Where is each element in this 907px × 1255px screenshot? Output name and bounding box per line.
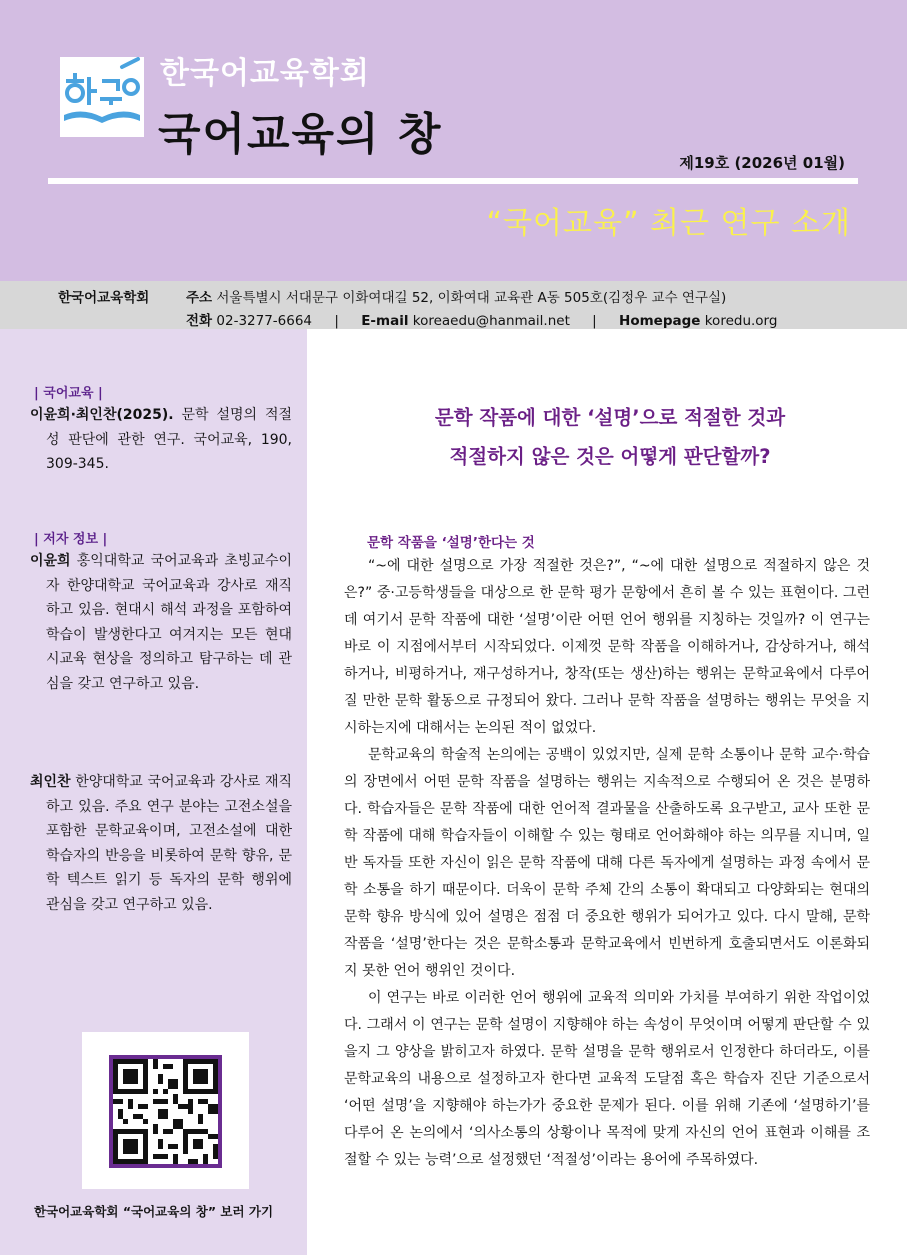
paragraph: 문학교육의 학술적 논의에는 공백이 있었지만, 실제 문학 소통이나 문학 교수·학습의 장면에서 어떤 문학 작품을 설명하는 행위는 지속적으로 수행되어 온 것은 분명하다. 학습자들은 문학 작품에 대한 언어적 결과물을 산출하도록 요구받고, 교사 또한 문학 작품에 대해 학습자들이 이해할 수 있는 형태로 언어화해야 하는 의무를 지니며, 일반 독자들 또한 자신이 읽은 문학 작품에 대해 다른 독자에게 설명하는 과정 속에서 문학 소통을 하기 때문이다. 더욱이 문학 주체 간의 소통이 확대되고 다양화되는 현대의 문학 향유 방식에 있어 설명은 점점 더 중요한 행위가 되어가고 있다. 다시 말해, 문학 작품을 ‘설명’한다는 것은 문학소통과 문학교육에서 빈번하게 호출되면서도 이론화되지 못한 언어 행위인 것이다. — [344, 747, 870, 979]
author-bio-text: 홍익대학교 국어교육과 초빙교수이자 한양대학교 국어교육과 강사로 재직하고 있음. 현대시 해석 과정을 포함하여 학습이 발생한다고 여겨지는 모든 현대시교육 현상을 정의하고 탐구하는 데 관심을 갖고 연구하고 있음. — [46, 553, 292, 692]
citation-text: 문학 설명의 적절성 판단에 관한 연구. 국어교육, 190, 309-345. — [46, 407, 292, 472]
society-name: 한국어교육학회 — [160, 56, 370, 91]
section-heading: 문학 작품을 ‘설명’한다는 것 — [367, 535, 535, 551]
author-bio-text: 한양대학교 국어교육과 강사로 재직하고 있음. 주요 연구 분야는 고전소설을 포함한 문학교육이며, 고전소설에 대한 학습자의 반응을 비롯하여 문학 향유, 문학 텍스트 읽기 등 독자의 문학 행위에 관심을 갖고 연구하고 있음. — [46, 774, 292, 913]
contact-detail-row — [186, 309, 777, 329]
address-value: 서울특별시 서대문구 이화여대길 52, 이화여대 교육관 A동 505호(김정우 교수 연구실) — [216, 290, 727, 306]
article-title-line-2: 적절하지 않은 것은 어떻게 판단할까? — [449, 445, 771, 468]
issue-number: 제19호 (2026년 01월) — [679, 154, 845, 172]
citation — [30, 403, 292, 477]
author-bio-2 — [30, 770, 292, 917]
author-name: 이윤희 — [30, 553, 71, 569]
separator: | — [334, 313, 339, 329]
logo-icon — [60, 57, 144, 137]
qr-card[interactable] — [82, 1032, 249, 1189]
email-label: E-mail — [361, 313, 409, 329]
paragraph: “~에 대한 설명으로 가장 적절한 것은?”, “~에 대한 설명으로 적절하지 않은 것은?” 중·고등학생들을 대상으로 한 문학 평가 문항에서 흔히 볼 수 있는 표현이다. 그런데 여기서 문학 작품에 대한 ‘설명’이란 어떤 언어 행위를 지칭하는 것일까? 이 연구는 바로 이 지점에서부터 시작되었다. 이제껏 문학 작품을 이해하거나, 감상하거나, 해석하거나, 비평하거나, 재구성하거나, 창작(또는 생산)하는 행위는 문학교육에서 다루어질 만한 문학 활동으로 규정되어 왔다. 그러나 문학 작품을 설명하는 행위는 무엇을 지시하는지에 대해서는 논의된 적이 없었다. — [344, 558, 870, 736]
homepage-link[interactable]: koredu.org — [704, 313, 778, 329]
author-name: 최인찬 — [30, 774, 71, 790]
header-divider — [48, 178, 858, 184]
contact-bar — [0, 281, 907, 329]
phone-value: 02-3277-6664 — [216, 313, 313, 329]
contact-address-row — [186, 286, 726, 306]
society-logo — [60, 57, 144, 137]
newsletter-subtitle: “국어교육” 최근 연구 소개 — [486, 206, 851, 241]
qr-code[interactable] — [109, 1055, 222, 1168]
qr-code-icon — [113, 1059, 218, 1164]
qr-caption: 한국어교육학회 “국어교육의 창” 보러 가기 — [33, 1204, 274, 1219]
article-body — [344, 553, 870, 1174]
address-label: 주소 — [186, 290, 213, 306]
email-link[interactable]: koreaedu@hanmail.net — [412, 313, 570, 329]
separator: | — [592, 313, 597, 329]
author-info-label: | 저자 정보 | — [34, 532, 108, 547]
article-title-line-1: 문학 작품에 대한 ‘설명’으로 적절한 것과 — [434, 406, 786, 429]
header-banner — [0, 0, 907, 281]
newsletter-title: 국어교육의 창 — [158, 109, 443, 160]
homepage-label: Homepage — [619, 313, 701, 329]
paragraph: 이 연구는 바로 이러한 언어 행위에 교육적 의미와 가치를 부여하기 위한 작업이었다. 그래서 이 연구는 문학 설명이 지향해야 하는 속성이 무엇이며 어떻게 판단할 수 있을지 그 양상을 밝히고자 하였다. 문학 설명을 문학 행위로서 인정한다 하더라도, 이를 문학교육의 내용으로 설정하고자 한다면 교육적 도달점 혹은 학습자 진단 기준으로서 ‘어떤 설명’을 지향해야 하는가가 중요한 문제가 된다. 이를 위해 기존에 ‘설명하기’를 다루어 온 논의에서 ‘의사소통의 상황이나 목적에 맞게 자신의 언어 표현과 이해를 조절할 수 있는 능력’으로 설정했던 ‘적절성’이라는 용어에 주목하였다. — [344, 990, 870, 1168]
author-bio-1 — [30, 549, 292, 696]
citation-authors: 이윤희·최인찬(2025). — [30, 407, 174, 423]
contact-org: 한국어교육학회 — [58, 290, 150, 306]
journal-label: | 국어교육 | — [34, 386, 103, 401]
phone-label: 전화 — [186, 313, 213, 329]
